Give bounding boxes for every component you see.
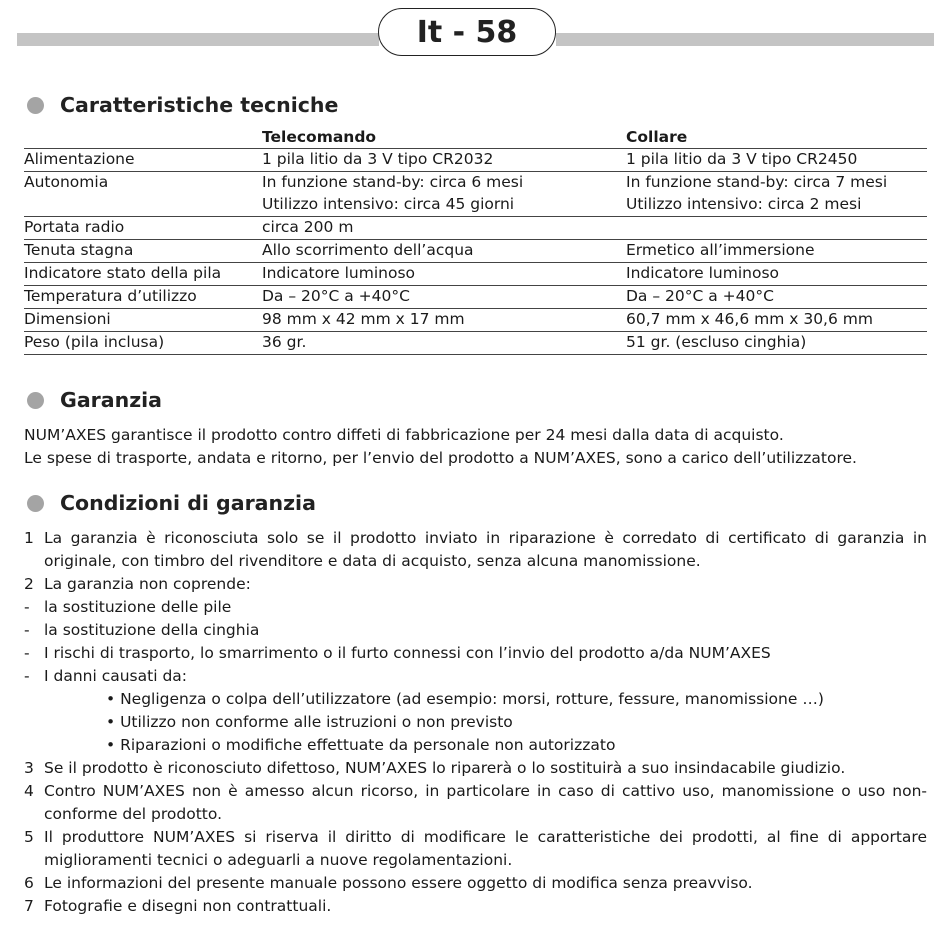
condition-marker: 7	[24, 897, 34, 915]
specs-cell-collar: Ermetico all’immersione	[626, 241, 815, 259]
specs-row-label: Tenuta stagna	[24, 241, 134, 259]
specs-cell-remote: 36 gr.	[262, 333, 307, 351]
specs-cell-remote: 1 pila litio da 3 V tipo CR2032	[262, 150, 494, 168]
specs-row	[24, 332, 927, 355]
condition-text: La garanzia non coprende:	[44, 575, 251, 593]
condition-text: la sostituzione delle pile	[44, 598, 232, 616]
condition-text: I danni causati da:	[44, 667, 188, 685]
specs-row-label: Autonomia	[24, 173, 109, 191]
specs-cell-collar: Utilizzo intensivo: circa 2 mesi	[626, 195, 862, 213]
specs-table-header	[24, 128, 927, 148]
condition-text: Contro NUM’AXES non è amesso alcun ricorso, in particolare in caso di cattivo uso, manomissione o uso non-conforme del prodotto.	[44, 782, 927, 823]
condition-text: la sostituzione della cinghia	[44, 621, 260, 639]
specs-row	[24, 309, 927, 332]
condition-item	[24, 780, 927, 826]
specs-cell-remote: circa 200 m	[262, 218, 354, 236]
condition-marker: -	[24, 621, 30, 639]
condition-marker: 2	[24, 575, 34, 593]
condition-item	[24, 619, 927, 642]
specs-row	[24, 148, 927, 172]
section-bullet-icon	[27, 97, 44, 114]
specs-row-label: Temperatura d’utilizzo	[24, 287, 197, 305]
specs-cell-remote: Allo scorrimento dell’acqua	[262, 241, 474, 259]
condition-subitem	[24, 711, 927, 734]
warranty-heading-text: Garanzia	[60, 388, 162, 412]
specs-row	[24, 217, 927, 240]
specs-row-label: Portata radio	[24, 218, 125, 236]
specs-heading	[27, 93, 338, 117]
conditions-list	[24, 527, 927, 918]
condition-item	[24, 573, 927, 596]
specs-row-label: Indicatore stato della pila	[24, 264, 222, 282]
specs-row	[24, 263, 927, 286]
condition-subitem	[24, 734, 927, 757]
condition-marker: 5	[24, 828, 34, 846]
condition-item	[24, 665, 927, 688]
condition-marker: 4	[24, 782, 34, 800]
condition-item	[24, 826, 927, 872]
specs-table	[24, 128, 927, 355]
specs-row	[24, 172, 927, 217]
specs-heading-text: Caratteristiche tecniche	[60, 93, 339, 117]
condition-item	[24, 757, 927, 780]
section-bullet-icon	[27, 392, 44, 409]
condition-marker: 1	[24, 529, 34, 547]
specs-row-label: Dimensioni	[24, 310, 111, 328]
warranty-paragraph-2: Le spese di trasporte, andata e ritorno, per l’envio del prodotto a NUM’AXES, sono a carico dell’utilizzatore.	[24, 449, 857, 467]
condition-item	[24, 596, 927, 619]
condition-text: • Negligenza o colpa dell’utilizzatore (ad esempio: morsi, rotture, fessure, manomissione …)	[106, 690, 824, 708]
specs-cell-remote: Indicatore luminoso	[262, 264, 416, 282]
specs-cell-collar: 1 pila litio da 3 V tipo CR2450	[626, 150, 858, 168]
specs-cell-collar: 60,7 mm x 46,6 mm x 30,6 mm	[626, 310, 873, 328]
condition-text: • Utilizzo non conforme alle istruzioni o non previsto	[106, 713, 513, 731]
condition-marker: 6	[24, 874, 34, 892]
specs-cell-remote: 98 mm x 42 mm x 17 mm	[262, 310, 465, 328]
condition-text: Fotografie e disegni non contrattuali.	[44, 897, 332, 915]
warranty-paragraph-1: NUM’AXES garantisce il prodotto contro diffeti di fabbricazione per 24 mesi dalla data di acquisto.	[24, 426, 784, 444]
condition-item	[24, 527, 927, 573]
column-header-remote: Telecomando	[262, 128, 377, 146]
condition-marker: 3	[24, 759, 34, 777]
specs-cell-collar: Da – 20°C a +40°C	[626, 287, 774, 305]
page-number-badge: It - 58	[378, 8, 556, 56]
specs-row-label: Alimentazione	[24, 150, 135, 168]
specs-row	[24, 286, 927, 309]
condition-subitem	[24, 688, 927, 711]
condition-item	[24, 872, 927, 895]
specs-cell-remote: In funzione stand-by: circa 6 mesi	[262, 173, 524, 191]
warranty-heading	[27, 388, 162, 412]
specs-row	[24, 240, 927, 263]
section-bullet-icon	[27, 495, 44, 512]
condition-text: • Riparazioni o modifiche effettuate da personale non autorizzato	[106, 736, 616, 754]
condition-marker: -	[24, 667, 30, 685]
header-rule-right	[556, 33, 934, 46]
condition-text: La garanzia è riconosciuta solo se il prodotto inviato in riparazione è corredato di certificato di garanzia in originale, con timbro del rivenditore e data di acquisto, senza alcuna manomissione.	[44, 529, 927, 570]
condition-marker: -	[24, 644, 30, 662]
conditions-heading	[27, 491, 316, 515]
specs-cell-collar: Indicatore luminoso	[626, 264, 780, 282]
specs-cell-remote: Da – 20°C a +40°C	[262, 287, 410, 305]
condition-text: I rischi di trasporto, lo smarrimento o il furto connessi con l’invio del prodotto a/da NUM’AXES	[44, 644, 771, 662]
conditions-heading-text: Condizioni di garanzia	[60, 491, 316, 515]
specs-cell-collar: 51 gr. (escluso cinghia)	[626, 333, 807, 351]
header-rule-left	[17, 33, 379, 46]
specs-row-label: Peso (pila inclusa)	[24, 333, 165, 351]
condition-text: Il produttore NUM’AXES si riserva il diritto di modificare le caratteristiche dei prodotti, al fine di apportare miglioramenti tecnici o adeguarli a nuove regolamentazioni.	[44, 828, 927, 869]
condition-text: Se il prodotto è riconosciuto difettoso, NUM’AXES lo riparerà o lo sostituirà a suo insindacabile giudizio.	[44, 759, 846, 777]
specs-cell-remote: Utilizzo intensivo: circa 45 giorni	[262, 195, 515, 213]
condition-item	[24, 895, 927, 918]
condition-marker: -	[24, 598, 30, 616]
condition-item	[24, 642, 927, 665]
specs-cell-collar: In funzione stand-by: circa 7 mesi	[626, 173, 888, 191]
column-header-collar: Collare	[626, 128, 688, 146]
condition-text: Le informazioni del presente manuale possono essere oggetto di modifica senza preavviso.	[44, 874, 753, 892]
